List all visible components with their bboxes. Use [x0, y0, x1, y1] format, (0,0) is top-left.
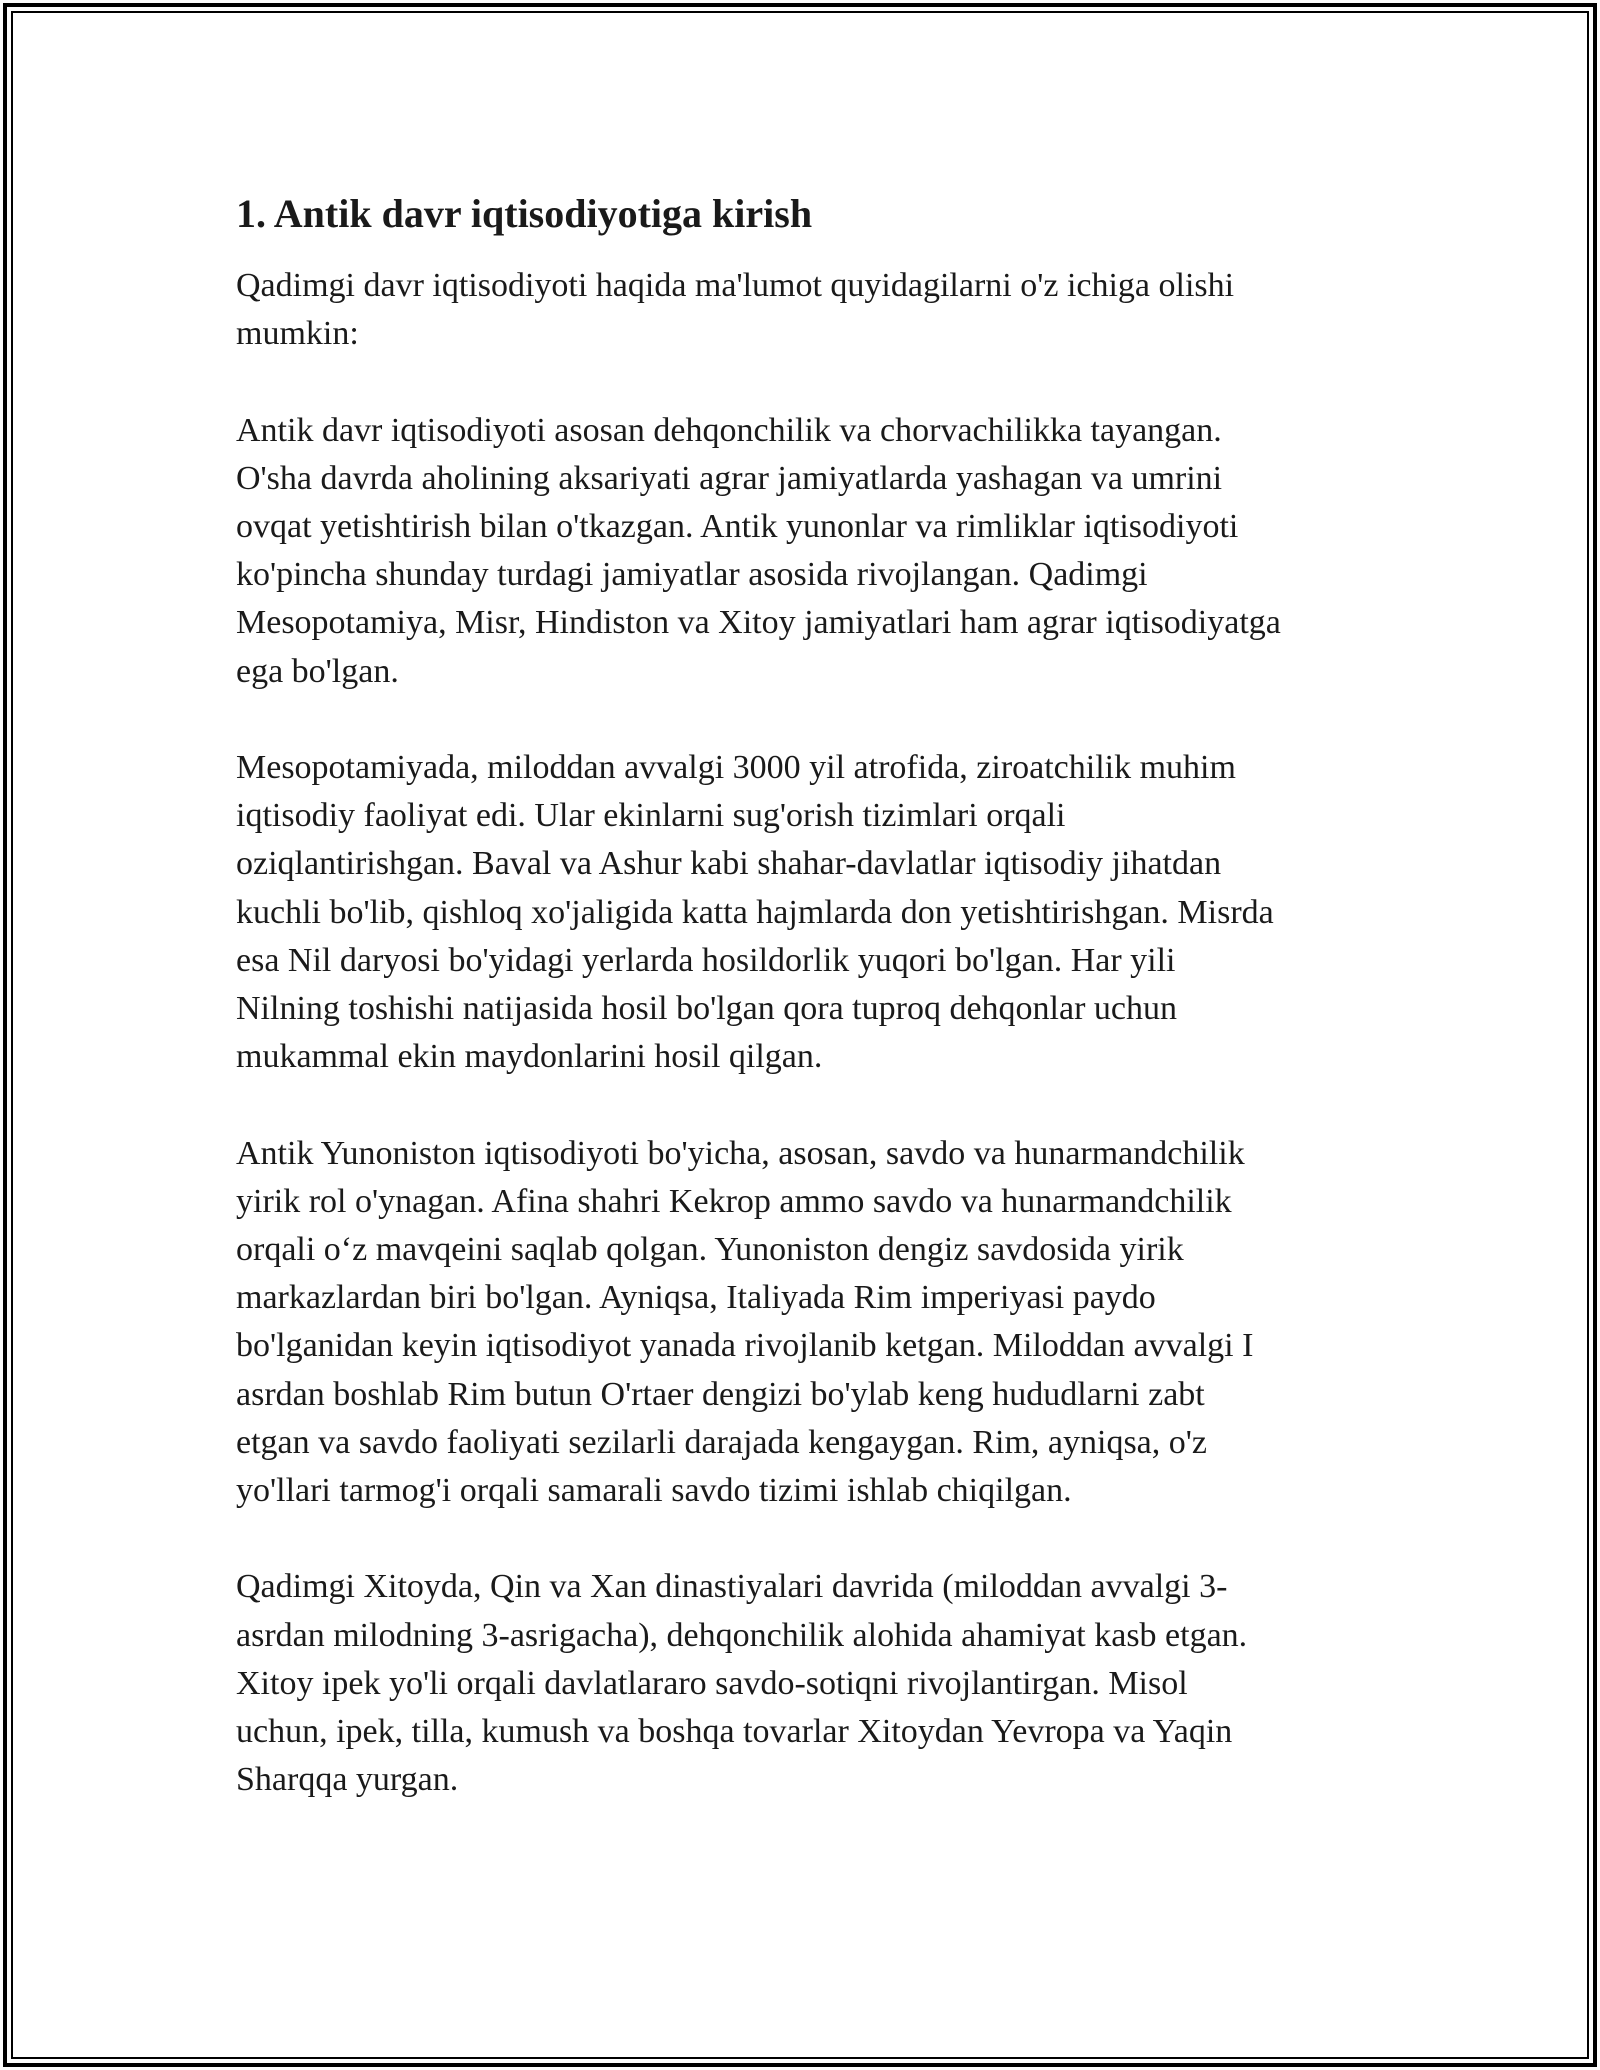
- text-line: Nilning toshishi natijasida hosil bo'lgan qora tuproq dehqonlar uchun: [236, 990, 1177, 1028]
- section-heading: 1. Antik davr iqtisodiyotiga kirish: [236, 191, 813, 236]
- text-line: Qadimgi davr iqtisodiyoti haqida ma'lumot quyidagilarni o'z ichiga olishi: [236, 267, 1235, 304]
- text-line: Xitoy ipek yo'li orqali davlatlararo savdo-sotiqni rivojlantirgan. Misol: [236, 1664, 1188, 1702]
- text-line: orqali o‘z mavqeini saqlab qolgan. Yunoniston dengiz savdosida yirik: [236, 1231, 1184, 1269]
- paragraph-intro: [236, 262, 1376, 358]
- text-line: mukammal ekin maydonlarini hosil qilgan.: [236, 1038, 823, 1076]
- paragraph-greece-rome: [236, 1130, 1376, 1516]
- text-line: asrdan boshlab Rim butun O'rtaer dengizi bo'ylab keng hududlarni zabt: [236, 1375, 1205, 1413]
- text-line: mumkin:: [236, 315, 359, 353]
- paragraph-mesopotamia: [236, 744, 1376, 1081]
- text-line: ovqat yetishtirish bilan o'tkazgan. Antik yunonlar va rimliklar iqtisodiyoti: [236, 508, 1239, 545]
- text-line: uchun, ipek, tilla, kumush va boshqa tovarlar Xitoydan Yevropa va Yaqin: [236, 1713, 1233, 1751]
- text-line: esa Nil daryosi bo'yidagi yerlarda hosildorlik yuqori bo'lgan. Har yili: [236, 941, 1176, 979]
- text-line: yo'llari tarmog'i orqali samarali savdo tizimi ishlab chiqilgan.: [236, 1472, 1072, 1510]
- text-line: Mesopotamiyada, miloddan avvalgi 3000 yil atrofida, ziroatchilik muhim: [236, 749, 1236, 786]
- text-line: oziqlantirishgan. Baval va Ashur kabi shahar-davlatlar iqtisodiy jihatdan: [236, 845, 1222, 883]
- text-line: asrdan milodning 3-asrigacha), dehqonchilik alohida ahamiyat kasb etgan.: [236, 1616, 1248, 1654]
- text-line: markazlardan biri bo'lgan. Ayniqsa, Italiyada Rim imperiyasi paydo: [236, 1279, 1156, 1317]
- paragraph-agrarian: [236, 407, 1376, 696]
- text-line: kuchli bo'lib, qishloq xo'jaligida katta hajmlarda don yetishtirishgan. Misrda: [236, 893, 1274, 931]
- text-line: bo'lganidan keyin iqtisodiyot yanada rivojlanib ketgan. Miloddan avvalgi I: [236, 1327, 1254, 1365]
- text-line: ega bo'lgan.: [236, 652, 399, 690]
- text-line: iqtisodiy faoliyat edi. Ular ekinlarni sug'orish tizimlari orqali: [236, 797, 1066, 835]
- text-line: etgan va savdo faoliyati sezilarli darajada kengaygan. Rim, ayniqsa, o'z: [236, 1423, 1207, 1461]
- text-line: Antik Yunoniston iqtisodiyoti bo'yicha, asosan, savdo va hunarmandchilik: [236, 1134, 1245, 1172]
- text-line: Mesopotamiya, Misr, Hindiston va Xitoy jamiyatlari ham agrar iqtisodiyatga: [236, 604, 1281, 642]
- text-line: ko'pincha shunday turdagi jamiyatlar asosida rivojlangan. Qadimgi: [236, 556, 1148, 594]
- paragraph-china: [236, 1563, 1376, 1804]
- text-line: O'sha davrda aholining aksariyati agrar jamiyatlarda yashagan va umrini: [236, 459, 1223, 497]
- text-line: Sharqqa yurgan.: [236, 1761, 459, 1799]
- text-line: Qadimgi Xitoyda, Qin va Xan dinastiyalari davrida (miloddan avvalgi 3-: [236, 1568, 1228, 1606]
- text-line: yirik rol o'ynagan. Afina shahri Kekrop ammo savdo va hunarmandchilik: [236, 1182, 1232, 1220]
- document-body: [236, 190, 1376, 1853]
- text-line: Antik davr iqtisodiyoti asosan dehqonchilik va chorvachilikka tayangan.: [236, 411, 1222, 449]
